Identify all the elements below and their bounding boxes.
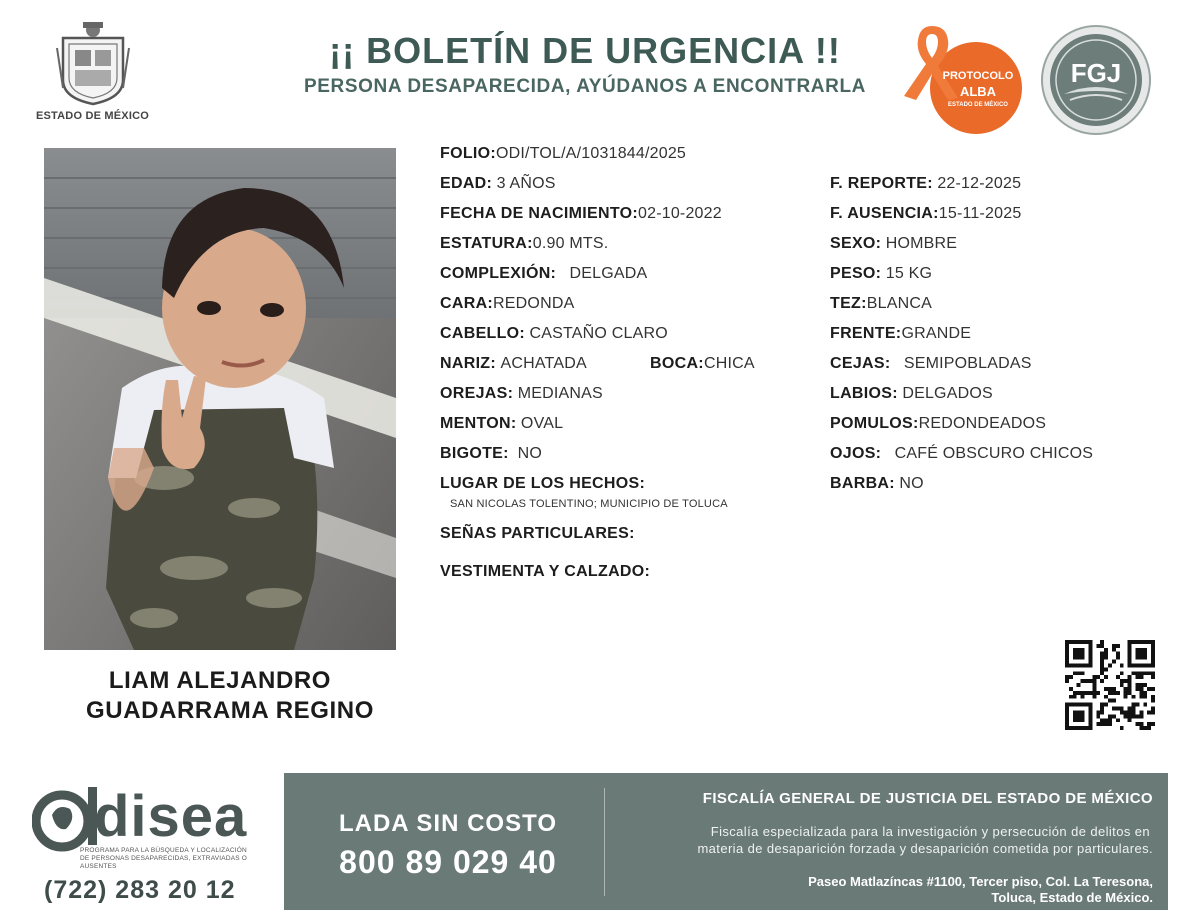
field-label: FECHA DE NACIMIENTO: <box>440 205 638 222</box>
qr-module <box>1104 687 1108 691</box>
field-label: ESTATURA: <box>440 235 533 252</box>
qr-module <box>1139 683 1143 687</box>
qr-module <box>1116 656 1120 660</box>
field-label: CABELLO: <box>440 325 526 342</box>
odisea-description <box>80 847 247 871</box>
fiscalia-description-line2: materia de desaparición forzada y desaparición cometida por particulares. <box>697 841 1153 856</box>
place-of-events-value: SAN NICOLAS TOLENTINO; MUNICIPIO DE TOLUCA <box>450 498 728 510</box>
qr-module <box>1104 695 1108 699</box>
qr-module <box>1073 671 1077 675</box>
field-label: LABIOS: <box>830 385 898 402</box>
qr-module <box>1151 722 1155 726</box>
qr-module <box>1100 656 1104 660</box>
qr-module <box>1092 687 1096 691</box>
qr-module <box>1092 679 1096 683</box>
field-cabello <box>440 325 668 343</box>
qr-module <box>1124 679 1128 683</box>
qr-module <box>1132 671 1136 675</box>
qr-module <box>1143 695 1147 699</box>
qr-module <box>1135 683 1139 687</box>
qr-module <box>1100 718 1104 722</box>
qr-module <box>1128 679 1132 683</box>
qr-module <box>1143 671 1147 675</box>
qr-module <box>1088 679 1092 683</box>
qr-module <box>1096 675 1100 679</box>
qr-module <box>1139 687 1143 691</box>
qr-module <box>1108 718 1112 722</box>
field-label: POMULOS: <box>830 415 919 432</box>
alba-line2: ALBA <box>959 84 997 99</box>
qr-module <box>1092 675 1096 679</box>
qr-module <box>1139 691 1143 695</box>
qr-module <box>1116 707 1120 711</box>
alba-line1: PROTOCOLO <box>942 70 1014 82</box>
person-name-line2: GUADARRAMA REGINO <box>86 697 374 724</box>
field-label: CEJAS: <box>830 355 891 372</box>
field-menton <box>440 415 563 433</box>
fiscalia-name: FISCALÍA GENERAL DE JUSTICIA DEL ESTADO DE MÉXICO <box>702 790 1153 807</box>
field-value: ODI/TOL/A/1031844/2025 <box>496 145 687 162</box>
qr-module <box>1132 714 1136 718</box>
field-lugar-hechos <box>440 475 645 493</box>
field-complexion <box>440 265 647 283</box>
address-line1: Paseo Matlazíncas #1100, Tercer piso, Col. La Teresona, <box>808 874 1153 889</box>
field-label: PESO: <box>830 265 882 282</box>
qr-module <box>1081 671 1085 675</box>
address-line2: Toluca, Estado de México. <box>991 890 1153 905</box>
qr-module <box>1112 644 1116 648</box>
toll-free-number[interactable]: 800 89 029 40 <box>339 844 557 880</box>
field-folio <box>440 145 686 163</box>
qr-module <box>1128 683 1132 687</box>
qr-module <box>1096 691 1100 695</box>
qr-module <box>1120 683 1124 687</box>
qr-module <box>1139 726 1143 730</box>
odisea-desc-line1: PROGRAMA PARA LA BÚSQUEDA Y LOCALIZACIÓN <box>80 847 247 854</box>
qr-module <box>1143 691 1147 695</box>
field-value: REDONDEADOS <box>918 415 1047 432</box>
field-label: NARIZ: <box>440 355 497 372</box>
state-caption: ESTADO DE MÉXICO <box>35 110 149 122</box>
qr-module <box>1081 695 1085 699</box>
qr-module <box>1147 722 1151 726</box>
qr-module <box>1151 695 1155 699</box>
qr-module <box>1128 707 1132 711</box>
qr-module <box>1116 675 1120 679</box>
field-value: MEDIANAS <box>517 385 603 402</box>
toll-free-label: LADA SIN COSTO <box>338 810 557 837</box>
child-photo-illustration <box>44 148 396 650</box>
qr-module <box>1100 663 1104 667</box>
qr-module <box>1085 679 1089 683</box>
fgj-seal-icon <box>1040 24 1152 136</box>
qr-module <box>1081 679 1085 683</box>
qr-module <box>1108 714 1112 718</box>
qr-module <box>1104 652 1108 656</box>
qr-module <box>1132 695 1136 699</box>
field-value: REDONDA <box>493 295 575 312</box>
field-value: CASTAÑO CLARO <box>529 325 668 342</box>
qr-module <box>1108 687 1112 691</box>
field-labios <box>830 385 993 403</box>
field-peso <box>830 265 932 283</box>
qr-module <box>1124 710 1128 714</box>
qr-module <box>1120 726 1124 730</box>
qr-module <box>1135 648 1147 660</box>
field-value: GRANDE <box>901 325 972 342</box>
footer-divider <box>604 788 605 896</box>
qr-module <box>1128 691 1132 695</box>
qr-module <box>1132 707 1136 711</box>
qr-module <box>1108 722 1112 726</box>
field-value: BLANCA <box>866 295 932 312</box>
qr-module <box>1120 710 1124 714</box>
qr-module <box>1104 675 1108 679</box>
qr-module <box>1104 648 1108 652</box>
qr-module <box>1096 722 1100 726</box>
qr-code-graphic <box>1064 640 1156 730</box>
qr-module <box>1139 671 1143 675</box>
qr-module <box>1124 687 1128 691</box>
field-cejas <box>830 355 1032 373</box>
estado-de-mexico-logo <box>30 18 155 130</box>
qr-module <box>1116 691 1120 695</box>
bulletin-subtitle: PERSONA DESAPARECIDA, AYÚDANOS A ENCONTRARLA <box>304 76 866 97</box>
qr-module <box>1069 687 1073 691</box>
qr-module <box>1128 718 1132 722</box>
qr-module <box>1135 687 1139 691</box>
odisea-phone[interactable]: (722) 283 20 12 <box>44 876 236 904</box>
qr-module <box>1128 710 1132 714</box>
qr-module <box>1116 644 1120 648</box>
qr-module <box>1104 656 1108 660</box>
qr-module <box>1128 675 1132 679</box>
field-label: FOLIO: <box>440 145 497 162</box>
field-label: BIGOTE: <box>440 445 509 462</box>
qr-module <box>1112 687 1116 691</box>
field-label: SEXO: <box>830 235 882 252</box>
qr-module <box>1116 652 1120 656</box>
field-label: EDAD: <box>440 175 493 192</box>
protocolo-alba-logo <box>898 22 1033 134</box>
qr-module <box>1100 703 1104 707</box>
qr-module <box>1077 683 1081 687</box>
fgj-logo <box>1040 24 1152 136</box>
field-value: NO <box>899 475 924 492</box>
qr-module <box>1139 722 1143 726</box>
qr-module <box>1100 707 1104 711</box>
field-value: CAFÉ OBSCURO CHICOS <box>894 445 1094 462</box>
field-label: CARA: <box>440 295 494 312</box>
qr-module <box>1092 695 1096 699</box>
qr-module <box>1073 710 1085 722</box>
qr-module <box>1073 695 1077 699</box>
qr-module <box>1088 691 1092 695</box>
qr-module <box>1069 675 1073 679</box>
field-value: SEMIPOBLADAS <box>903 355 1032 372</box>
qr-module <box>1065 675 1069 679</box>
field-label: F. AUSENCIA: <box>830 205 939 222</box>
qr-module <box>1112 660 1116 664</box>
qr-module <box>1104 722 1108 726</box>
qr-module <box>1108 691 1112 695</box>
field-vestimenta <box>440 563 650 581</box>
qr-module <box>1100 679 1104 683</box>
field-fecha-reporte <box>830 175 1021 193</box>
qr-module <box>1151 675 1155 679</box>
field-value: 3 AÑOS <box>496 175 556 192</box>
field-edad <box>440 175 556 193</box>
field-value: 15-11-2025 <box>938 205 1022 222</box>
field-label: MENTON: <box>440 415 517 432</box>
field-senas-particulares <box>440 525 635 543</box>
field-barba <box>830 475 924 493</box>
qr-module <box>1143 683 1147 687</box>
odisea-word: disea <box>94 784 248 849</box>
qr-module <box>1128 687 1132 691</box>
field-value: HOMBRE <box>885 235 958 252</box>
qr-module <box>1120 671 1124 675</box>
field-value: 02-10-2022 <box>638 205 722 222</box>
qr-module <box>1100 644 1104 648</box>
field-pomulos <box>830 415 1046 433</box>
qr-module <box>1096 644 1100 648</box>
field-label: F. REPORTE: <box>830 175 933 192</box>
field-label: LUGAR DE LOS HECHOS: <box>440 475 646 492</box>
qr-module <box>1128 714 1132 718</box>
qr-module <box>1135 671 1139 675</box>
field-label: BOCA: <box>650 355 704 372</box>
qr-module <box>1120 707 1124 711</box>
qr-module <box>1139 710 1143 714</box>
qr-module <box>1147 687 1151 691</box>
qr-module <box>1108 699 1112 703</box>
qr-module <box>1100 640 1104 644</box>
qr-module <box>1100 667 1104 671</box>
qr-module <box>1135 675 1139 679</box>
state-seal-icon <box>53 18 133 106</box>
field-value: DELGADOS <box>902 385 993 402</box>
qr-module <box>1147 726 1151 730</box>
qr-module <box>1073 691 1077 695</box>
qr-module <box>1077 671 1081 675</box>
qr-module <box>1104 667 1108 671</box>
field-value: ACHATADA <box>500 355 587 372</box>
qr-module <box>1139 714 1143 718</box>
qr-module <box>1100 652 1104 656</box>
qr-module <box>1135 703 1139 707</box>
field-fecha-nacimiento <box>440 205 722 223</box>
qr-module <box>1100 671 1104 675</box>
field-nariz <box>440 355 587 373</box>
field-fecha-ausencia <box>830 205 1021 223</box>
qr-module <box>1065 679 1069 683</box>
field-label: BARBA: <box>830 475 895 492</box>
qr-module <box>1151 671 1155 675</box>
qr-module <box>1151 699 1155 703</box>
qr-module <box>1120 663 1124 667</box>
missing-person-photo <box>44 148 396 650</box>
qr-module <box>1124 714 1128 718</box>
qr-module <box>1100 710 1104 714</box>
qr-module <box>1143 703 1147 707</box>
field-label: TEZ: <box>830 295 867 312</box>
field-value: CHICA <box>703 355 755 372</box>
bulletin-title: ¡¡ BOLETÍN DE URGENCIA !! <box>329 30 841 71</box>
qr-module <box>1132 710 1136 714</box>
qr-module <box>1124 695 1128 699</box>
qr-module <box>1108 663 1112 667</box>
qr-module <box>1112 707 1116 711</box>
field-label: VESTIMENTA Y CALZADO: <box>440 563 651 580</box>
fgj-text: FGJ <box>1070 58 1122 88</box>
field-orejas <box>440 385 603 403</box>
qr-module <box>1147 671 1151 675</box>
field-frente <box>830 325 971 343</box>
field-ojos <box>830 445 1093 463</box>
qr-module <box>1096 714 1100 718</box>
field-label: FRENTE: <box>830 325 902 342</box>
qr-module <box>1151 710 1155 714</box>
fiscalia-description-line1: Fiscalía especializada para la investigación y persecución de delitos en <box>710 824 1150 839</box>
odisea-logo <box>32 785 277 875</box>
field-bigote <box>440 445 542 463</box>
qr-module <box>1147 710 1151 714</box>
person-name-line1: LIAM ALEJANDRO <box>108 667 332 694</box>
field-estatura <box>440 235 608 253</box>
qr-module <box>1100 660 1104 664</box>
field-label: COMPLEXIÓN: <box>440 265 557 282</box>
qr-module <box>1092 683 1096 687</box>
qr-module <box>1073 648 1085 660</box>
field-label: OREJAS: <box>440 385 514 402</box>
qr-module <box>1085 691 1089 695</box>
qr-module <box>1104 718 1108 722</box>
odisea-desc-line2: DE PERSONAS DESAPARECIDAS, EXTRAVIADAS O <box>80 855 248 862</box>
field-boca <box>650 355 755 373</box>
field-label: SEÑAS PARTICULARES: <box>440 525 635 542</box>
qr-module <box>1112 699 1116 703</box>
qr-module <box>1139 695 1143 699</box>
qr-module <box>1116 718 1120 722</box>
qr-module <box>1112 691 1116 695</box>
qr-module <box>1143 726 1147 730</box>
field-value: DELGADA <box>569 265 648 282</box>
qr-module <box>1132 703 1136 707</box>
qr-code-icon[interactable] <box>1064 640 1156 730</box>
field-cara <box>440 295 574 313</box>
qr-module <box>1096 710 1100 714</box>
qr-module <box>1120 679 1124 683</box>
field-value: 15 KG <box>885 265 933 282</box>
qr-module <box>1112 648 1116 652</box>
qr-module <box>1139 675 1143 679</box>
alba-line3: ESTADO DE MÉXICO <box>948 102 1008 108</box>
field-value: 0.90 MTS. <box>532 235 609 252</box>
field-value: NO <box>517 445 543 462</box>
qr-module <box>1081 691 1085 695</box>
qr-module <box>1077 691 1081 695</box>
qr-module <box>1092 691 1096 695</box>
field-label: OJOS: <box>830 445 882 462</box>
qr-module <box>1100 722 1104 726</box>
qr-module <box>1112 714 1116 718</box>
field-sexo <box>830 235 957 253</box>
odisea-desc-line3: AUSENTES <box>80 863 117 870</box>
field-value: OVAL <box>520 415 564 432</box>
qr-module <box>1135 714 1139 718</box>
qr-module <box>1151 707 1155 711</box>
qr-module <box>1104 703 1108 707</box>
qr-module <box>1069 695 1073 699</box>
field-tez <box>830 295 932 313</box>
qr-module <box>1124 691 1128 695</box>
field-value: 22-12-2025 <box>937 175 1022 192</box>
qr-module <box>1135 722 1139 726</box>
qr-module <box>1151 687 1155 691</box>
